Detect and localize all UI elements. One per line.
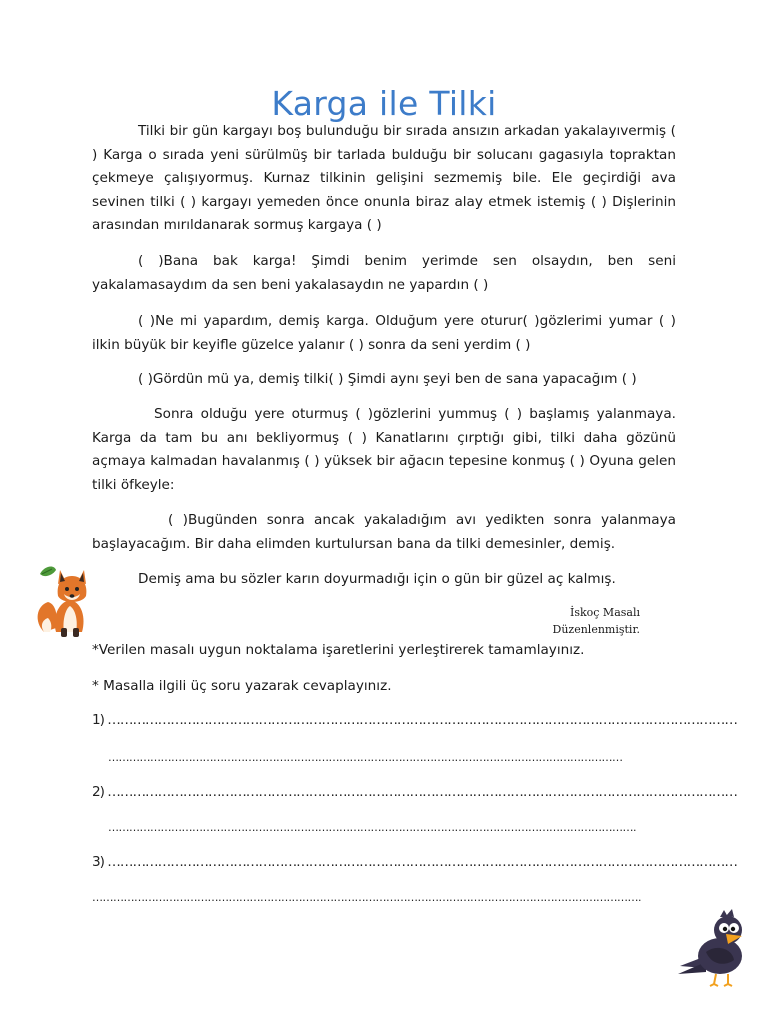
story-paragraph-7: Demiş ama bu sözler karın doyurmadığı için o gün bir güzel aç kalmış. [138, 571, 616, 587]
fox-icon [34, 562, 104, 640]
source-credit [500, 604, 640, 638]
story-paragraph-4: ( )Gördün mü ya, demiş tilki( ) Şimdi aynı şeyi ben de sana yapacağım ( ) [138, 371, 637, 387]
worksheet-title: Karga ile Tilki [271, 84, 497, 123]
answer-line-1b[interactable]: ………………………………………………………………………………………………………………………………… [108, 751, 623, 764]
answer-line-3[interactable]: 3) …………………………………………………………………………………………………………………………………… [92, 854, 737, 870]
story-paragraph-6: ( )Bugünden sonra ancak yakaladığım avı yedikten sonra yalanmaya başlayacağım. Bir daha elimden kurtulursan bana da tilki demesinler, demiş. [92, 512, 676, 552]
crow-icon [676, 908, 758, 988]
answer-line-2b[interactable]: ……………………………………………………………………………………………………………………………………. [108, 821, 636, 834]
story-paragraph-3: ( )Ne mi yapardım, demiş karga. Olduğum yere oturur( )gözlerimi yumar ( ) ilkin büyük bir keyifle güzelce yalanır ( ) sonra da seni yerdim ( ) [92, 313, 676, 353]
task-punctuation: *Verilen masalı uygun noktalama işaretlerini yerleştirerek tamamlayınız. [92, 642, 585, 658]
answer-line-1[interactable]: 1) …………………………………………………………………………………………………………………………………… [92, 712, 737, 728]
answer-line-2[interactable]: 2) …………………………………………………………………………………………………………………………………… [92, 784, 737, 800]
source-author: İskoç Masalı [570, 606, 640, 619]
source-note: Düzenlenmiştir. [552, 623, 640, 636]
story-paragraph-5: Sonra olduğu yere oturmuş ( )gözlerini yummuş ( ) başlamış yalanmaya. Karga da tam bu anı bekliyormuş ( ) Kanatlarını çırptığı gibi, tilki daha gözünü açmaya kalmadan havalanmış ( ) yüksek bir ağacın tepesine konmuş ( ) Oyuna gelen tilki öfkeyle: [92, 406, 676, 493]
answer-line-3b[interactable]: …………………………………………………………………………………………………………………………………………. [92, 891, 641, 904]
task-questions: * Masalla ilgili üç soru yazarak cevaplayınız. [92, 678, 392, 694]
story-paragraph-2: ( )Bana bak karga! Şimdi benim yerimde sen olsaydın, ben seni yakalamasaydım da sen beni yakalasaydın ne yapardın ( ) [92, 253, 676, 293]
story-paragraph-1: Tilki bir gün kargayı boş bulunduğu bir sırada ansızın arkadan yakalayıvermiş ( ) Karga o sırada yeni sürülmüş bir tarlada bulduğu bir solucanı gagasıyla topraktan çekmeye çalışıyormuş. Kurnaz tilkinin gelişini sezmemiş bile. Ele geçirdiği ava sevinen tilki ( ) kargayı yemeden önce onunla biraz alay etmek istemiş ( ) Dişlerinin arasından mırıldanarak sormuş kargaya ( ) [92, 123, 676, 234]
